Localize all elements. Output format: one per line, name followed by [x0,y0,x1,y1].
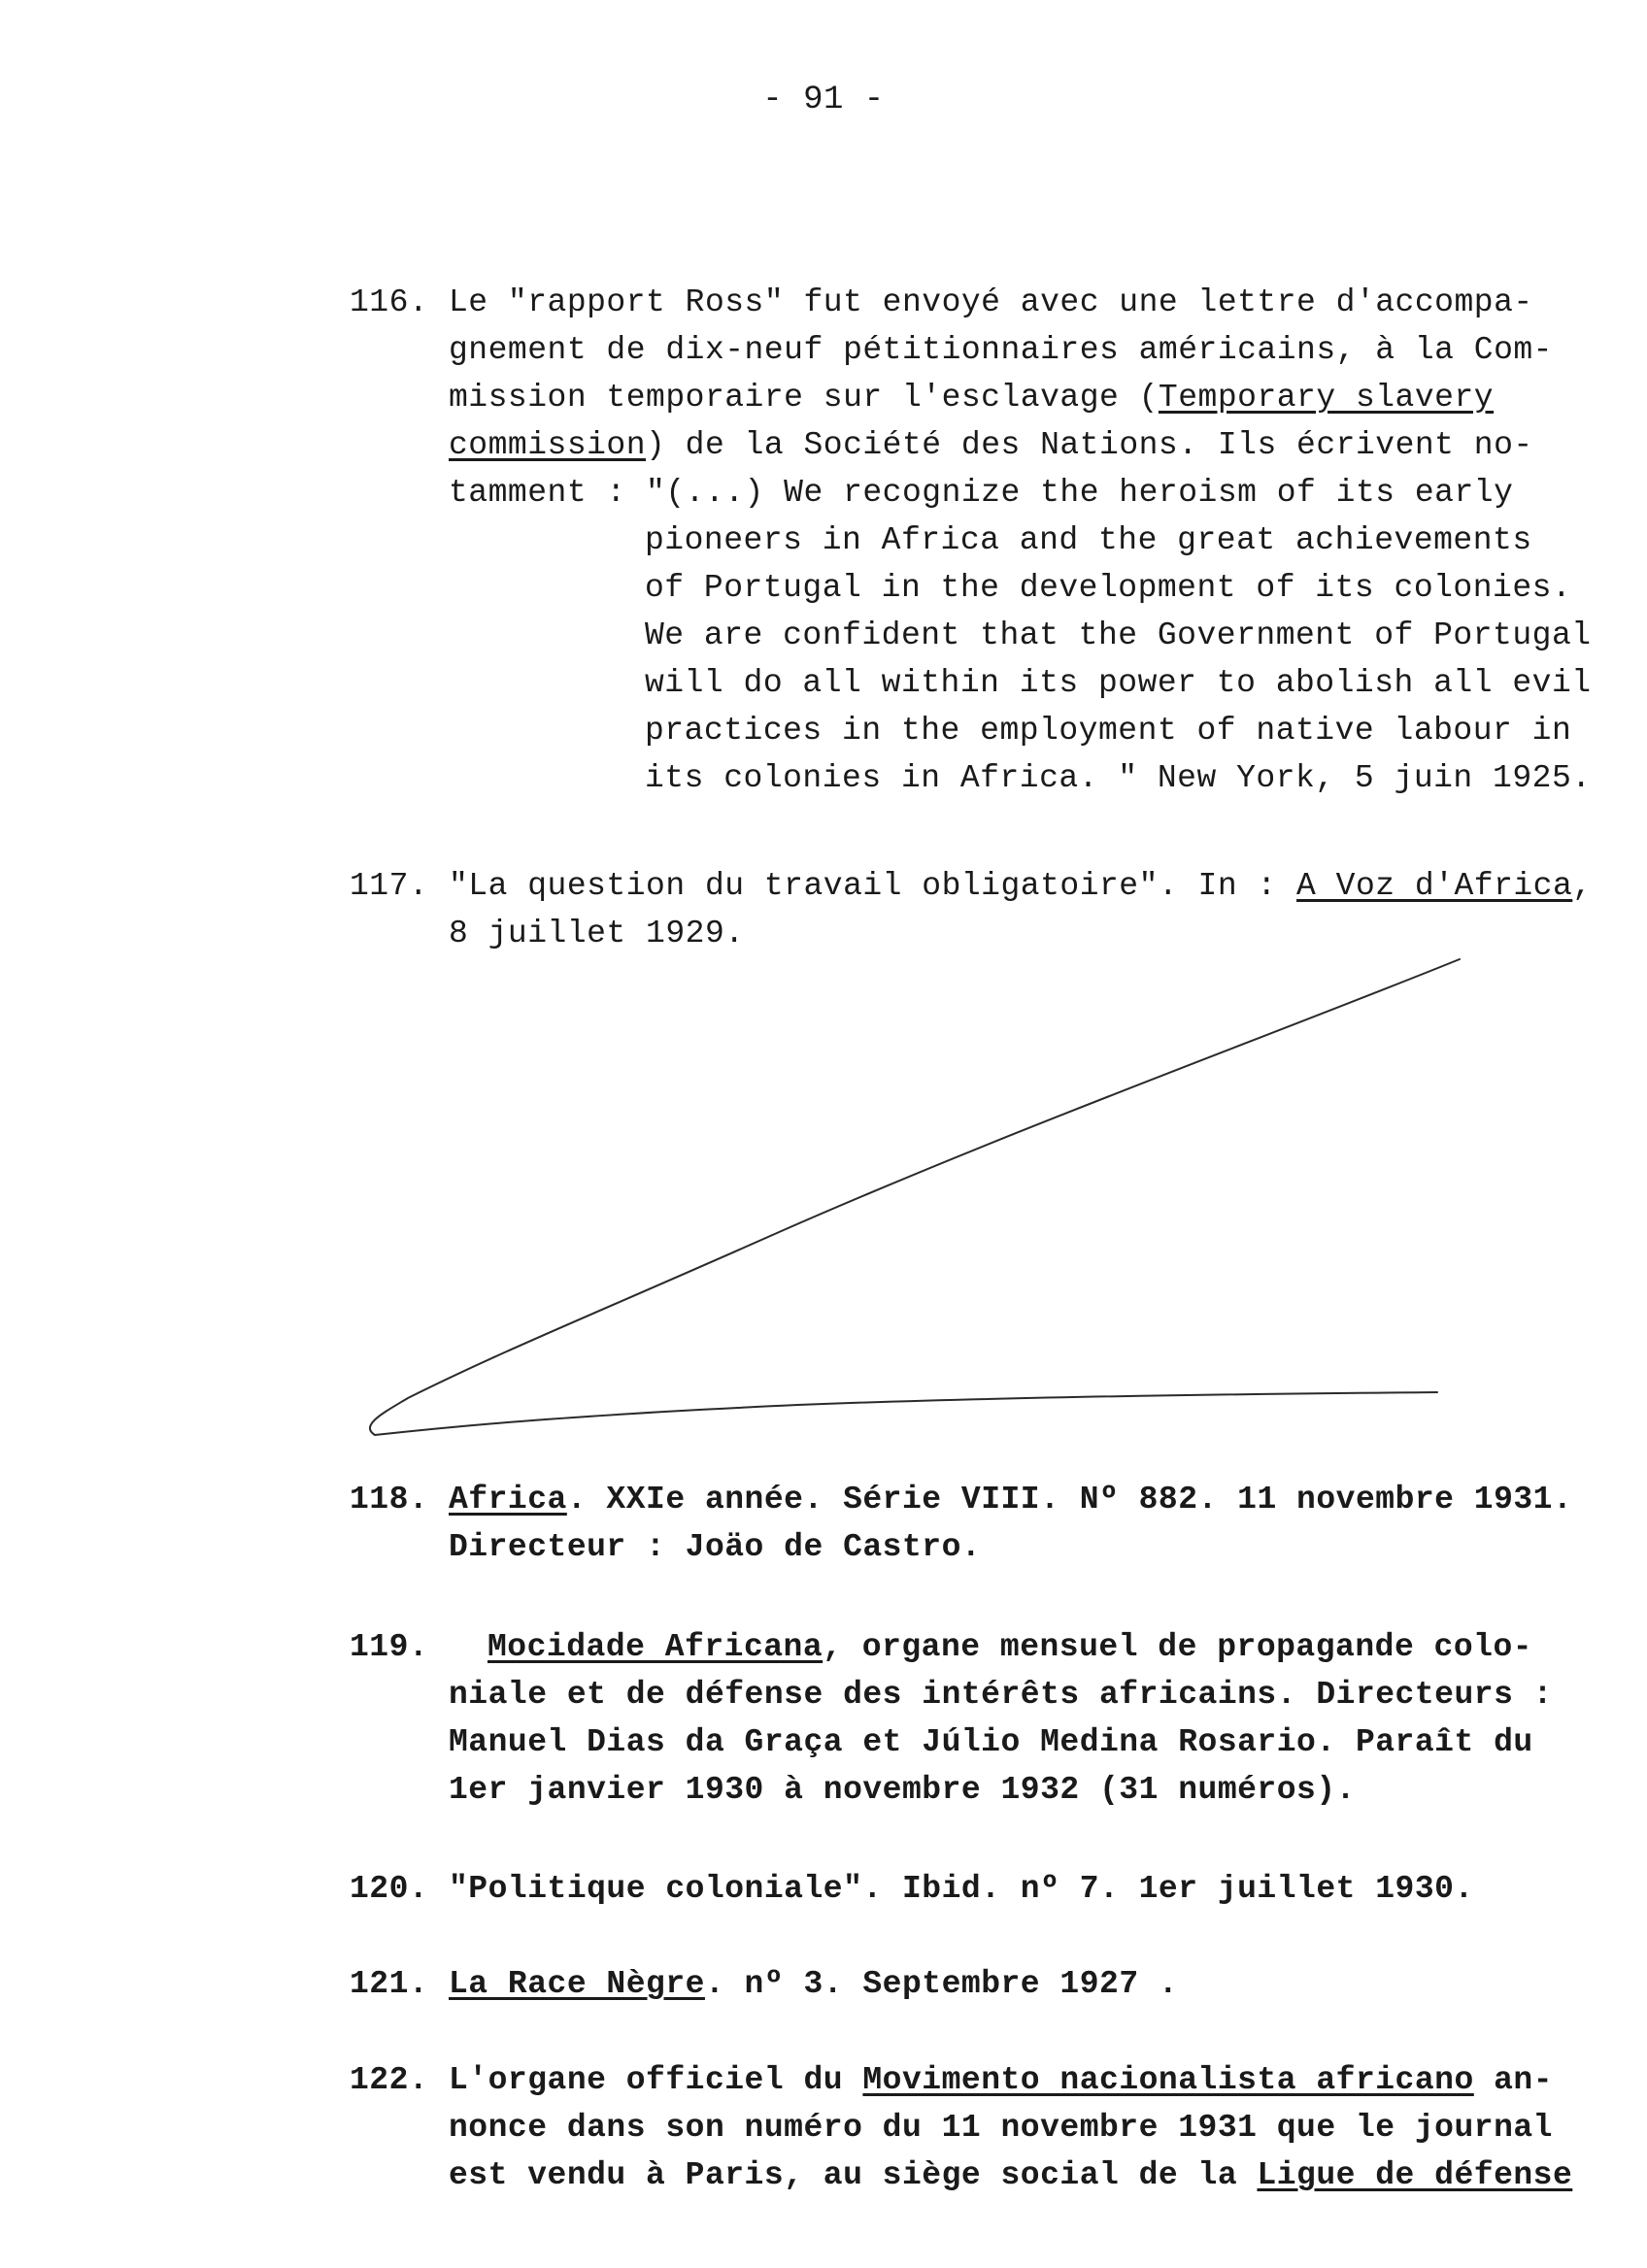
footnote-number: 121. [350,1966,429,2002]
underlined-title: A Voz d'Africa [1296,868,1573,904]
footnote-number: 118. [350,1482,429,1518]
text-line: niale et de défense des intérêts africains. Directeurs : [449,1677,1553,1713]
underlined-title: Mocidade Africana [487,1629,824,1665]
footnote-body [449,1865,1602,1913]
underlined-title: Movimento nacionalista africano [862,2062,1474,2098]
text-run: ) de la Société des Nations. Ils écrivent no- [646,427,1533,463]
text-line: nonce dans son numéro du 11 novembre 1931 que le journal [449,2110,1553,2146]
footnote-number: 117. [350,868,429,904]
quote-line: practices in the employment of native labour in [645,713,1572,749]
text-line [449,1960,1602,2008]
text-line: Le "rapport Ross" fut envoyé avec une lettre d'accompa- [449,284,1533,320]
text-line: Manuel Dias da Graça et Júlio Medina Rosario. Paraît du [449,1724,1533,1760]
footnote-body [449,1623,1602,1814]
text-run: an- [1473,2062,1553,2098]
page-number: - 91 - [762,82,885,118]
footnote-body [449,1960,1602,2008]
underlined-title: Africa [449,1482,567,1518]
footnote-number: 122. [350,2062,429,2098]
quote-line: its colonies in Africa. " New York, 5 juin 1925. [645,760,1592,796]
footnote-120 [350,1865,1602,1913]
underlined-title: La Race Nègre [449,1966,705,2002]
text-line: Directeur : Joäo de Castro. [449,1529,982,1565]
text-run: "La question du travail obligatoire". In : [449,868,1297,904]
text-run: mission temporaire sur l'esclavage ( [449,380,1159,416]
text-run: . XXIe année. Série VIII. Nº 882. 11 novembre 1931. [566,1482,1573,1518]
quote-line: We are confident that the Government of Portugal [645,617,1592,653]
text-line: gnement de dix-neuf pétitionnaires américains, à la Com- [449,332,1553,368]
text-run: . nº 3. Septembre 1927 . [704,1966,1179,2002]
quote-line: of Portugal in the development of its colonies. [645,570,1572,606]
text-run: , [1572,868,1593,904]
quote-line: pioneers in Africa and the great achievements [645,522,1532,558]
text-line: tamment : "(...) We recognize the heroism of its early [449,475,1514,511]
text-run: L'organe officiel du [449,2062,863,2098]
footnote-body [449,2056,1602,2199]
footnote-number: 116. [350,284,429,320]
text-run: est vendu à Paris, au siège social de la [449,2157,1258,2193]
text-line [449,2056,1602,2104]
footnote-122 [350,2056,1602,2199]
quote-line: will do all within its power to abolish all evil [645,665,1592,701]
footnote-number: 119. [350,1629,429,1665]
text-line [449,1476,1602,1523]
text-line [449,1623,1602,1671]
text-line [449,2151,1602,2199]
underlined-title: Temporary slavery [1158,380,1495,416]
text-line: "Politique coloniale". Ibid. nº 7. 1er juillet 1930. [449,1871,1474,1907]
footnote-119 [350,1623,1602,1814]
underlined-title: Ligue de défense [1257,2157,1573,2193]
text-line: 1er janvier 1930 à novembre 1932 (31 numéros). [449,1772,1356,1808]
text-run: , organe mensuel de propagande colo- [823,1629,1533,1665]
footnote-118 [350,1476,1602,1571]
footnote-number: 120. [350,1871,429,1907]
text-line: 8 juillet 1929. [449,916,745,951]
footnote-body [449,1476,1602,1571]
underlined-title: commission [449,427,647,463]
footnote-121 [350,1960,1602,2008]
